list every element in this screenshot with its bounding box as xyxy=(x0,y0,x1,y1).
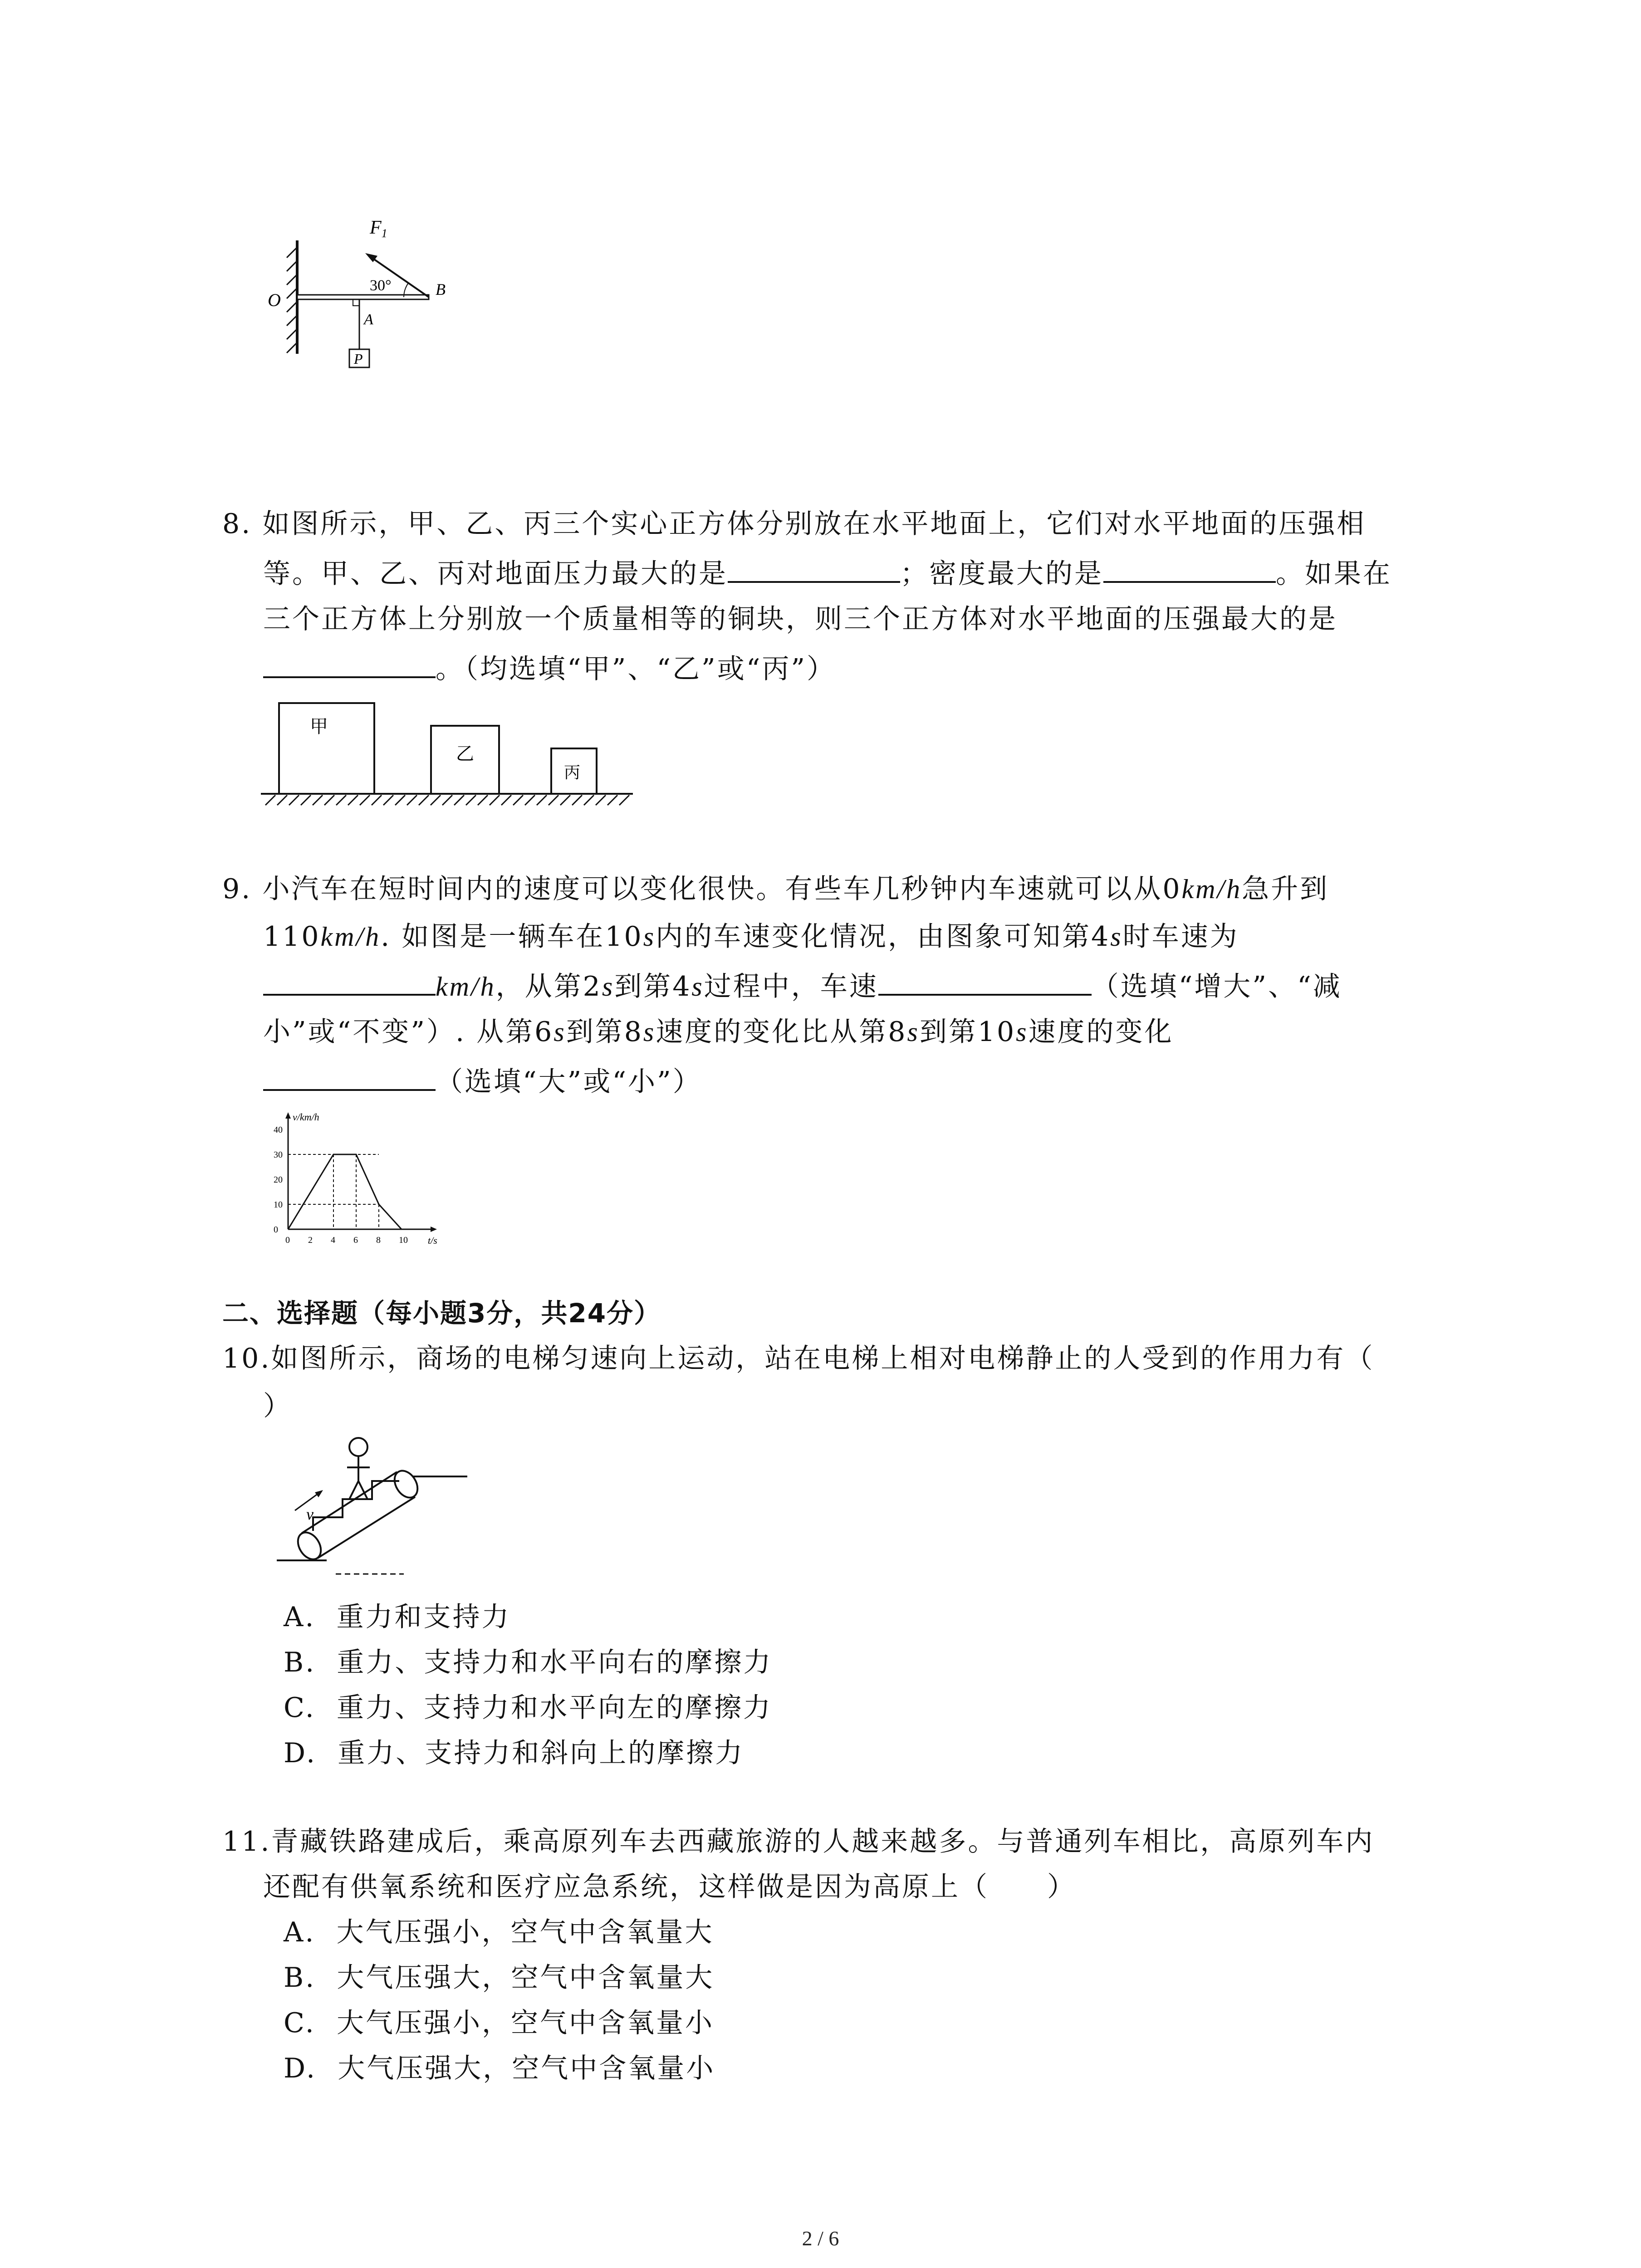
q9-text-3b: ，从第 xyxy=(495,971,583,1002)
x-tick-label: 4 xyxy=(331,1235,335,1245)
option-text: 重力、支持力和水平向左的摩擦力 xyxy=(337,1692,772,1724)
q9-line-1 xyxy=(222,873,1329,905)
option-key: B. xyxy=(284,1647,316,1678)
q9-unit-4i: s xyxy=(907,1017,920,1047)
y-tick-label: 30 xyxy=(274,1150,283,1160)
q8-text-2c: 。如果在 xyxy=(1276,558,1392,590)
x-tick-label: 8 xyxy=(376,1235,381,1245)
q9-line-3 xyxy=(263,968,1342,1002)
q9-text-3h: 过程中，车速 xyxy=(704,971,878,1002)
x-tick-label: 10 xyxy=(399,1235,408,1245)
q9-text-2i: 时车速为 xyxy=(1122,921,1239,953)
cube-jia-label: 甲 xyxy=(310,716,328,737)
q8-line-3 xyxy=(263,603,1337,635)
q8-text-2b: ；密度最大的是 xyxy=(900,558,1103,590)
q9-unit-3d: s xyxy=(602,972,615,1002)
option-text: 大气压强大，空气中含氧量小 xyxy=(338,2053,715,2084)
q9-text-4m: 速度的变化 xyxy=(1028,1016,1174,1048)
q8-line-2 xyxy=(263,556,1392,590)
q8-blank-3[interactable] xyxy=(263,651,436,678)
force-label: F1 xyxy=(370,217,387,240)
option-key: A. xyxy=(284,1601,316,1633)
q9-text-4b: 6 xyxy=(534,1016,554,1048)
q10-option-a[interactable] xyxy=(284,1601,511,1633)
option-text: 重力、支持力和水平向右的摩擦力 xyxy=(337,1647,773,1678)
q9-text-1d: 急升到 xyxy=(1242,873,1329,905)
x-axis-arrow xyxy=(431,1227,437,1232)
q8-number: 8. xyxy=(222,508,252,540)
q9-text-3c: 2 xyxy=(583,971,602,1002)
q8-line-1 xyxy=(222,508,1366,540)
y-tick-label: 40 xyxy=(274,1125,283,1135)
option-text: 大气压强大，空气中含氧量大 xyxy=(337,1962,715,1994)
speed-time-chart xyxy=(263,1107,445,1256)
option-key: D. xyxy=(284,1737,317,1769)
q9-line-2 xyxy=(263,921,1239,953)
q9-text-2d: 10 xyxy=(605,921,643,953)
y-axis-label: v/km/h xyxy=(293,1111,319,1123)
q9-unit-1: km/h xyxy=(1181,874,1242,904)
q9-unit-4c: s xyxy=(554,1017,566,1047)
q9-number: 9. xyxy=(222,873,252,905)
q8-blank-1[interactable] xyxy=(728,556,900,583)
q11-option-d[interactable] xyxy=(284,2053,715,2084)
q8-line-4 xyxy=(263,651,836,685)
q10-text-2: ） xyxy=(263,1390,292,1422)
x-axis-label: t/s xyxy=(428,1235,437,1246)
y-tick-label: 20 xyxy=(274,1175,283,1185)
q9-text-2f: 内的车速变化情况，由图象可知第 xyxy=(656,921,1092,953)
x-tick-label: 6 xyxy=(353,1235,358,1245)
q9-unit-2: km/h xyxy=(320,922,381,952)
q9-unit-2e: s xyxy=(643,922,656,952)
q9-text-4j: 到第 xyxy=(919,1016,978,1048)
q10-option-c[interactable] xyxy=(284,1692,772,1724)
q8-blank-2[interactable] xyxy=(1103,556,1276,583)
option-key: A. xyxy=(284,1916,316,1948)
q10-option-b[interactable] xyxy=(284,1647,772,1678)
q9-text-2g: 4 xyxy=(1091,921,1111,953)
q9-unit-4f: s xyxy=(643,1017,656,1047)
lever-figure xyxy=(254,204,463,381)
point-o-label: O xyxy=(268,290,281,310)
q9-text-4k: 10 xyxy=(977,1016,1016,1048)
q11-option-b[interactable] xyxy=(284,1962,714,1994)
q9-text-3i: （选填“增大”、“减 xyxy=(1091,971,1342,1002)
y-tick-label: 10 xyxy=(274,1200,283,1210)
option-key: B. xyxy=(284,1962,316,1994)
q9-text-3e: 到第 xyxy=(614,971,673,1002)
y-tick-label: 0 xyxy=(274,1225,278,1235)
q11-text-2: 还配有供氧系统和医疗应急系统，这样做是因为高原上（ ） xyxy=(263,1871,1076,1903)
q9-text-4g: 速度的变化比从第 xyxy=(656,1016,888,1048)
option-key: C. xyxy=(284,2007,316,2039)
x-tick-label: 0 xyxy=(285,1235,290,1245)
q9-text-3f: 4 xyxy=(672,971,692,1002)
cube-bing-label: 丙 xyxy=(564,763,581,782)
q9-text-4h: 8 xyxy=(888,1016,907,1048)
q9-text-4e: 8 xyxy=(624,1016,643,1048)
cube-yi-label: 乙 xyxy=(456,743,474,764)
escalator-figure xyxy=(268,1429,476,1583)
option-text: 重力和支持力 xyxy=(336,1601,511,1633)
q9-blank-1[interactable] xyxy=(263,968,436,996)
q8-text-4: 。（均选填“甲”、“乙”或“丙”） xyxy=(436,653,836,685)
q10-line-2 xyxy=(263,1390,292,1422)
q9-text-2c: . 如图是一辆车在 xyxy=(381,921,605,953)
option-key: C. xyxy=(284,1692,316,1724)
q10-text-1: 如图所示，商场的电梯匀速向上运动，站在电梯上相对电梯静止的人受到的作用力有（ xyxy=(271,1343,1375,1374)
q9-line-5 xyxy=(263,1064,702,1098)
q9-text-4d: 到第 xyxy=(566,1016,624,1048)
y-axis-arrow xyxy=(285,1112,291,1119)
option-text: 大气压强小，空气中含氧量小 xyxy=(337,2007,714,2039)
q9-text-1b: 0 xyxy=(1162,873,1182,905)
q9-blank-2[interactable] xyxy=(878,968,1092,996)
q11-line-1 xyxy=(222,1826,1374,1857)
q9-text-2a: 110 xyxy=(263,921,321,953)
q9-unit-3g: s xyxy=(691,972,704,1002)
q11-text-1: 青藏铁路建成后，乘高原列车去西藏旅游的人越来越多。与普通列车相比，高原列车内 xyxy=(271,1826,1375,1857)
option-key: D. xyxy=(284,2053,317,2084)
point-a-label: A xyxy=(364,311,373,328)
q8-text-3: 三个正方体上分别放一个质量相等的铜块，则三个正方体对水平地面的压强最大的是 xyxy=(263,603,1337,635)
q9-text-5: （选填“大”或“小”） xyxy=(436,1066,702,1098)
option-text: 重力、支持力和斜向上的摩擦力 xyxy=(338,1737,745,1769)
q10-number: 10. xyxy=(222,1343,271,1374)
velocity-label: v xyxy=(306,1505,314,1523)
q10-option-d[interactable] xyxy=(284,1737,744,1769)
q11-option-c[interactable] xyxy=(284,2007,714,2039)
cubes-figure xyxy=(261,692,642,810)
q11-line-2 xyxy=(263,1871,1076,1903)
q9-blank-3[interactable] xyxy=(263,1064,436,1091)
point-b-label: B xyxy=(436,280,446,298)
angle-label: 30° xyxy=(370,277,392,294)
q8-text-2a: 等。甲、乙、丙对地面压力最大的是 xyxy=(263,558,728,590)
q10-line-1 xyxy=(222,1343,1374,1374)
q11-option-a[interactable] xyxy=(284,1916,714,1948)
q9-unit-3: km/h xyxy=(436,972,496,1002)
q9-unit-2h: s xyxy=(1110,922,1123,952)
x-tick-label: 2 xyxy=(308,1235,313,1245)
q9-text-1a: 小汽车在短时间内的速度可以变化很快。有些车几秒钟内车速就可以从 xyxy=(262,873,1163,905)
q11-number: 11. xyxy=(222,1826,271,1857)
q9-line-4 xyxy=(263,1016,1174,1048)
series-line xyxy=(288,1154,402,1229)
q8-text-1: 如图所示，甲、乙、丙三个实心正方体分别放在水平地面上，它们对水平地面的压强相 xyxy=(262,508,1366,540)
q9-text-4a: 小”或“不变”）. 从第 xyxy=(263,1016,535,1048)
q9-unit-4l: s xyxy=(1016,1017,1029,1047)
option-text: 大气压强小，空气中含氧量大 xyxy=(336,1916,714,1948)
weight-p-label: P xyxy=(354,351,363,367)
page-number: 2 / 6 xyxy=(802,2227,839,2250)
section-heading: 二、选择题（每小题3分，共24分） xyxy=(222,1298,661,1329)
